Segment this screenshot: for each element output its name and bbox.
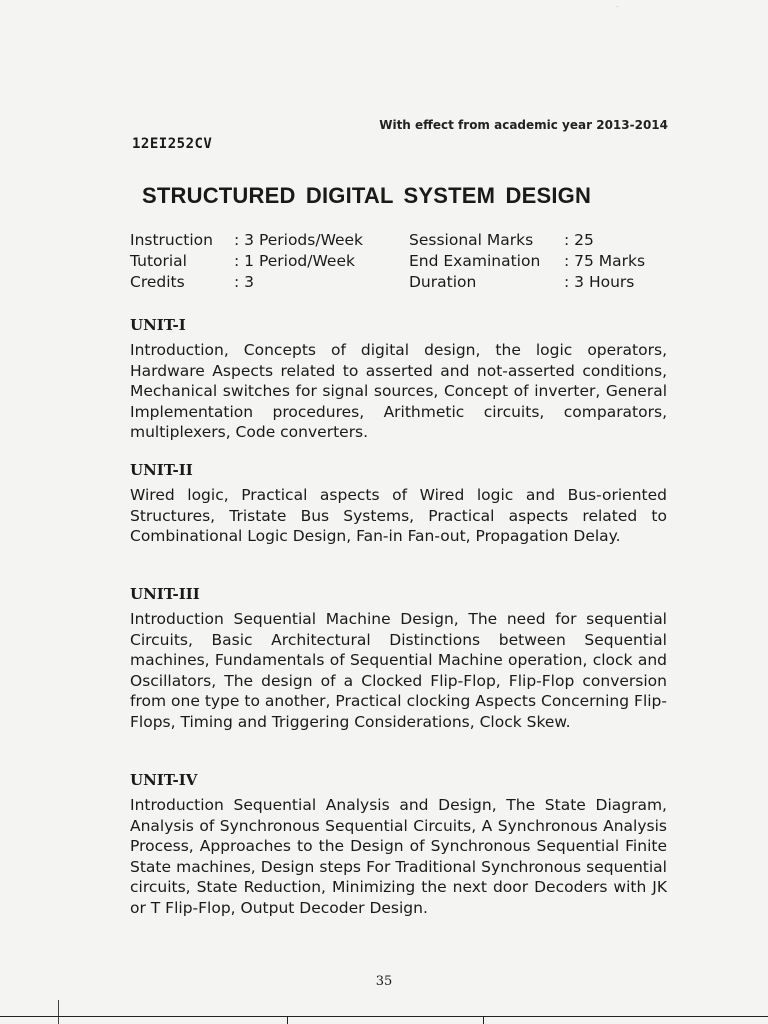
meta-label: Credits	[130, 273, 185, 291]
meta-label: Sessional Marks	[409, 231, 534, 249]
unit-heading: UNIT-IV	[130, 771, 198, 789]
course-title: STRUCTURED DIGITAL SYSTEM DESIGN	[142, 183, 592, 208]
meta-value: : 1 Period/Week	[234, 252, 355, 270]
unit-section-4	[130, 771, 667, 919]
unit-body: Introduction, Concepts of digital design, the logic operators, Hardware Aspects related to asserted and not-asserted conditions, Mechanical switches for signal sources, Concept of inverter, General Implementation procedures, Arithmetic circuits, comparators, multiplexers, Code converters.	[130, 341, 667, 442]
unit-section-2	[130, 461, 667, 547]
meta-value: : 3 Hours	[564, 273, 635, 291]
meta-label: End Examination	[409, 252, 541, 270]
meta-value: : 3	[234, 273, 255, 291]
scan-edge-line	[58, 1000, 59, 1024]
unit-section-1	[130, 316, 667, 443]
meta-label: Duration	[409, 273, 477, 291]
meta-label: Instruction	[130, 231, 213, 249]
unit-heading: UNIT-I	[130, 316, 186, 334]
unit-body: Introduction Sequential Machine Design, The need for sequential Circuits, Basic Architectural Distinctions between Sequential machines, Fundamentals of Sequential Machine operation, clock and Oscillators, The design of a Clocked Flip-Flop, Flip-Flop conversion from one type to another, Practical clocking Aspects Concerning Flip-Flops, Timing and Triggering Considerations, Clock Skew.	[130, 610, 667, 731]
unit-heading: UNIT-III	[130, 585, 200, 603]
scan-mark: ·	[616, 4, 618, 11]
effect-note: With effect from academic year 2013-2014	[379, 118, 668, 132]
meta-row-tutorial	[130, 251, 684, 272]
meta-value: : 3 Periods/Week	[234, 231, 364, 249]
page-number: 35	[375, 974, 393, 989]
meta-row-instruction	[130, 230, 684, 251]
scan-tick	[287, 1016, 288, 1024]
scan-bottom-line	[0, 1016, 768, 1017]
scan-tick	[483, 1016, 484, 1024]
meta-label: Tutorial	[130, 252, 187, 270]
meta-value: : 25	[564, 231, 594, 249]
course-code: 12EI252CV	[132, 136, 213, 152]
meta-row-credits	[130, 272, 684, 293]
meta-value: : 75 Marks	[564, 252, 646, 270]
unit-body: Wired logic, Practical aspects of Wired logic and Bus-oriented Structures, Tristate Bus Systems, Practical aspects related to Combinational Logic Design, Fan-in Fan-out, Propagation Delay.	[130, 486, 667, 546]
unit-heading: UNIT-II	[130, 461, 193, 479]
unit-section-3	[130, 585, 667, 733]
unit-body: Introduction Sequential Analysis and Design, The State Diagram, Analysis of Synchronous Sequential Circuits, A Synchronous Analysis Process, Approaches to the Design of Synchronous Sequential Finite State machines, Design steps For Traditional Synchronous sequential circuits, State Reduction, Minimizing the next door Decoders with JK or T Flip-Flop, Output Decoder Design.	[130, 796, 667, 917]
course-meta-table	[130, 230, 684, 293]
